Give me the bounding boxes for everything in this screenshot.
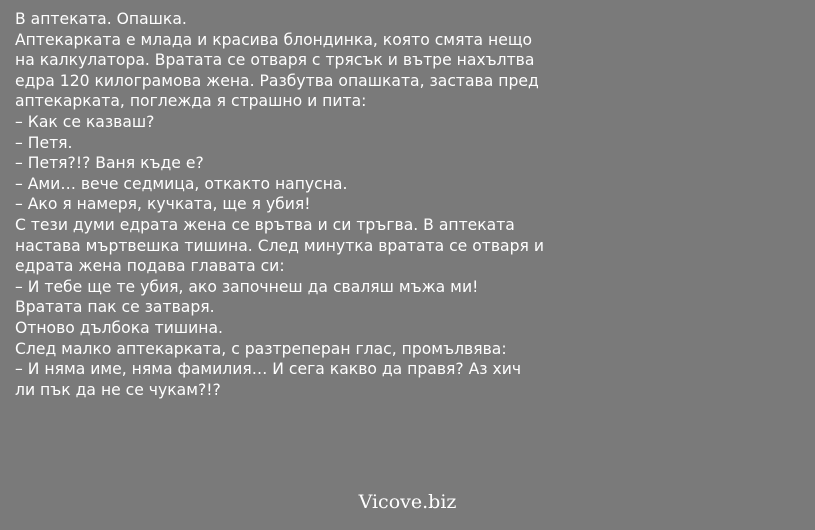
joke-line: Вратата пак се затваря. xyxy=(15,298,215,317)
joke-line: – Как се казваш? xyxy=(15,112,155,131)
joke-line: ли пък да не се чукам?!? xyxy=(15,380,221,399)
joke-line: – Петя. xyxy=(15,133,73,152)
joke-line: – Петя?!? Ваня къде е? xyxy=(15,154,204,173)
joke-line: на калкулатора. Вратата се отваря с трясък и вътре нахълтва xyxy=(15,51,535,70)
joke-line: едра 120 килограмова жена. Разбутва опашката, застава пред xyxy=(15,71,539,90)
joke-line: едрата жена подава главата си: xyxy=(15,257,285,276)
joke-line: След малко аптекарката, с разтреперан глас, промълвява: xyxy=(15,339,507,358)
joke-line: Аптекарката е млада и красива блондинка, която смята нещо xyxy=(15,30,533,49)
site-watermark: Vicove.biz xyxy=(358,491,457,513)
joke-text xyxy=(15,9,805,400)
joke-line: С тези думи едрата жена се врътва и си тръгва. В аптеката xyxy=(15,215,515,234)
joke-line: – И тебе ще те убия, ако започнеш да сваляш мъжа ми! xyxy=(15,277,479,296)
joke-line: Отново дълбока тишина. xyxy=(15,318,223,337)
joke-line: настава мъртвешка тишина. След минутка вратата се отваря и xyxy=(15,236,544,255)
joke-line: – Ами… вече седмица, откакто напусна. xyxy=(15,174,348,193)
joke-line: – Ако я намеря, кучката, ще я убия! xyxy=(15,195,311,214)
joke-line: аптекарката, поглежда я страшно и пита: xyxy=(15,92,367,111)
joke-line: – И няма име, няма фамилия… И сега какво да правя? Аз хич xyxy=(15,360,522,379)
joke-line: В аптеката. Опашка. xyxy=(15,10,187,28)
